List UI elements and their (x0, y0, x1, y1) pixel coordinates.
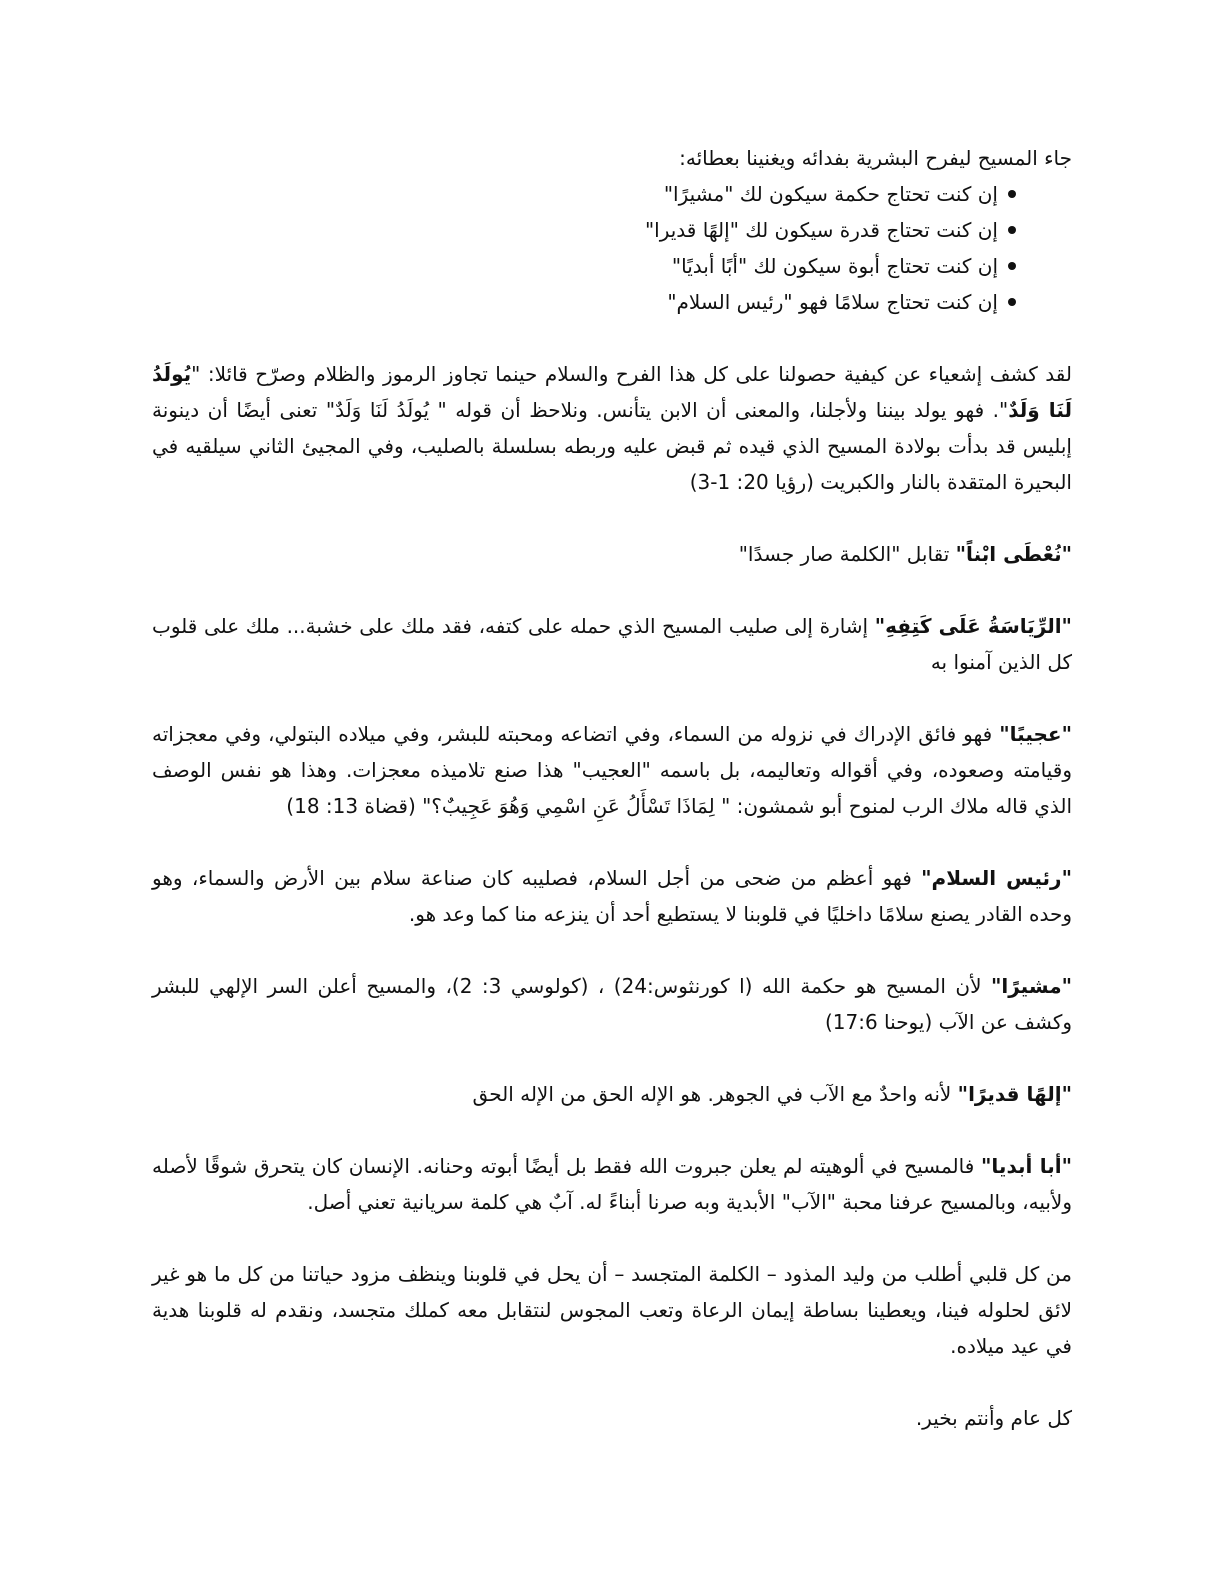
document-page (152, 140, 1072, 1436)
intro-line: جاء المسيح ليفرح البشرية بفدائه ويغنينا بعطائه: (679, 146, 1072, 170)
list-item: إن كنت تحتاج حكمة سيكون لك "مشيرًا" (152, 176, 1072, 212)
bullet-icon (1008, 298, 1016, 306)
paragraph-everlasting-father: "أبا أبديا" فالمسيح في ألوهيته لم يعلن جبروت الله فقط بل أيضًا أبوته وحنانه. الإنسان كان يتحرق شوقًا لأصله ولأبيه، وبالمسيح عرفنا محبة "الآب" الأبدية وبه صرنا أبناءً له. آبٌ هي كلمة سريانية تعني أصل. (152, 1154, 1072, 1214)
paragraph-government: "الرِّيَاسَةُ عَلَى كَتِفِهِ" إشارة إلى صليب المسيح الذي حمله على كتفه، فقد ملك على خشبة... ملك على قلوب كل الذين آمنوا به (152, 614, 1072, 674)
bullet-list (152, 176, 1072, 320)
bullet-icon (1008, 262, 1016, 270)
paragraph-son-given: "نُعْطَى ابْناً" تقابل "الكلمة صار جسدًا" (738, 542, 1072, 566)
bullet-icon (1008, 226, 1016, 234)
paragraph-prayer: من كل قلبي أطلب من وليد المذود – الكلمة المتجسد – أن يحل في قلوبنا وينظف مزود حياتنا من كل ما هو غير لائق لحلوله فينا، ويعطينا بساطة إيمان الرعاة وتعب المجوس لنتقابل معه كملك متجسد، ونقدم له قلوبنا هدية في عيد ميلاده. (152, 1262, 1072, 1358)
list-item: إن كنت تحتاج سلامًا فهو "رئيس السلام" (152, 284, 1072, 320)
paragraph-prince-of-peace: "رئيس السلام" فهو أعظم من ضحى من أجل السلام، فصليبه كان صناعة سلام بين الأرض والسماء، وهو وحده القادر يصنع سلامًا داخليًا في قلوبنا لا يستطيع أحد أن ينزعه منا كما وعد هو. (152, 866, 1072, 926)
paragraph-mighty-god: "إلهًا قديرًا" لأنه واحدٌ مع الآب في الجوهر. هو الإله الحق من الإله الحق (472, 1082, 1072, 1106)
paragraph-counselor: "مشيرًا" لأن المسيح هو حكمة الله (ا كورنثوس:24) ، (كولوسي 3: 2)، والمسيح أعلن السر الإلهي للبشر وكشف عن الآب (يوحنا 17:6) (152, 974, 1073, 1034)
list-item: إن كنت تحتاج أبوة سيكون لك "أبًا أبديًا" (152, 248, 1072, 284)
closing-greeting: كل عام وأنتم بخير. (915, 1406, 1072, 1430)
paragraph-wonderful: "عجيبًا" فهو فائق الإدراك في نزوله من السماء، وفي اتضاعه ومحبته للبشر، وفي ميلاده البتولي، وفي معجزاته وقيامته وصعوده، وفي أقواله وتعاليمه، بل باسمه "العجيب" هذا صنع تلاميذه معجزات. وهذا هو نفس الوصف الذي قاله ملاك الرب لمنوح أبو شمشون: " لِمَاذَا تَسْأَلُ عَنِ اسْمِي وَهُوَ عَجِيبٌ؟" (قضاة 13: 18) (152, 722, 1072, 818)
paragraph-isaiah: لقد كشف إشعياء عن كيفية حصولنا على كل هذا الفرح والسلام حينما تجاوز الرموز والظلام وصرّح قائلا: "يُولَدُ لَنَا وَلَدٌ". فهو يولد بيننا ولأجلنا، والمعنى أن الابن يتأنس. ونلاحظ أن قوله " يُولَدُ لَنَا وَلَدٌ" تعنى أيضًا أن دينونة إبليس قد بدأت بولادة المسيح الذي قيده ثم قبض عليه وربطه بسلسلة بالصليب، وفي المجيئ الثاني سيلقيه في البحيرة المتقدة بالنار والكبريت (رؤيا 20: 1-3) (152, 362, 1072, 494)
list-item: إن كنت تحتاج قدرة سيكون لك "إلهًا قديرا" (152, 212, 1072, 248)
bullet-icon (1008, 190, 1016, 198)
